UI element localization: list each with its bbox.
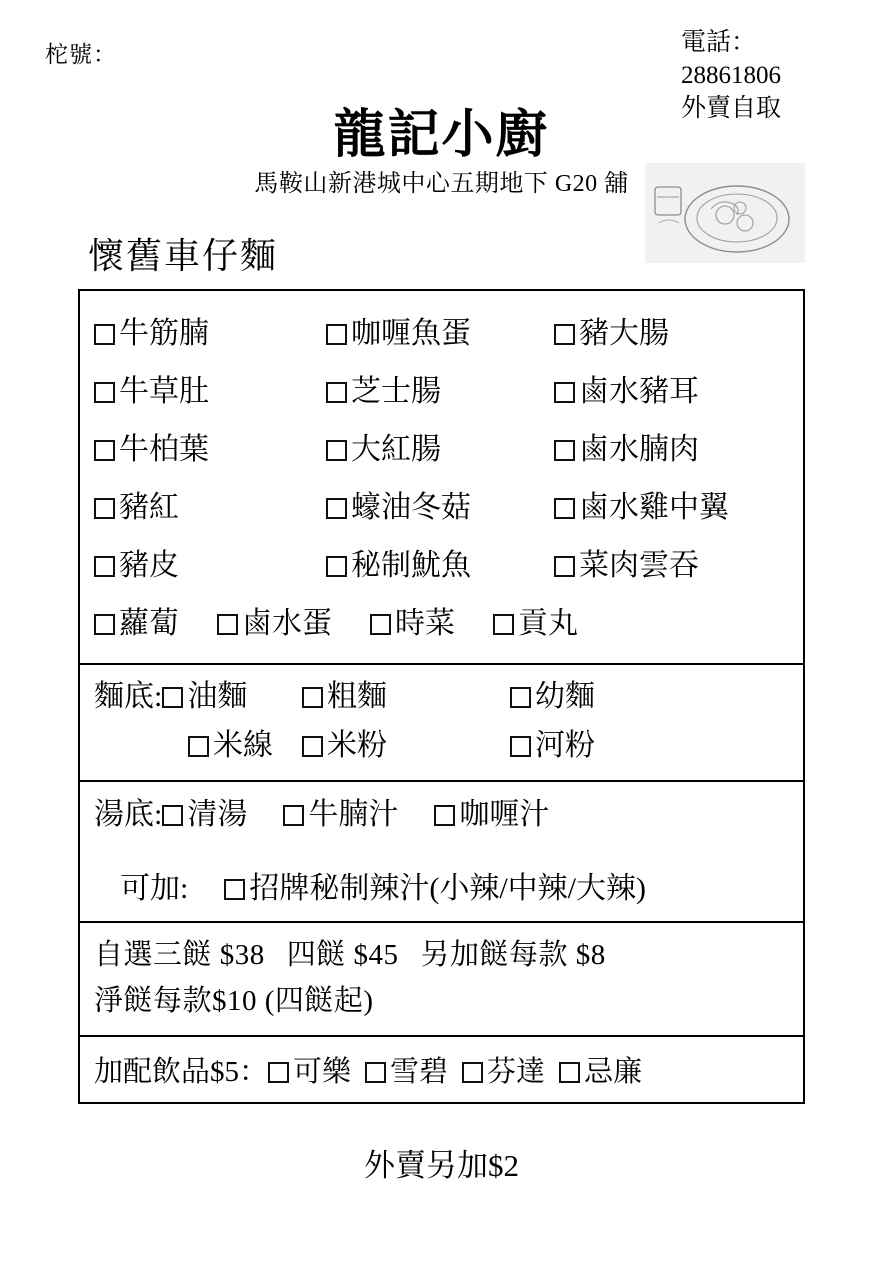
noodle-option[interactable] (302, 722, 510, 771)
noodle-option-label: 粗麵 (327, 679, 387, 713)
drink-option[interactable] (462, 1056, 545, 1088)
drinks-row (94, 1049, 803, 1090)
soup-option-label: 咖喱汁 (459, 798, 550, 832)
ingredient-label: 咖喱魚蛋 (351, 317, 471, 350)
soup-row (94, 792, 803, 837)
menu-table (78, 289, 805, 1104)
noodle-option[interactable] (302, 673, 510, 722)
checkbox-icon[interactable] (94, 614, 115, 635)
ingredient-item[interactable] (94, 421, 326, 479)
ingredient-item[interactable] (94, 598, 179, 651)
checkbox-icon[interactable] (217, 614, 238, 635)
checkbox-icon[interactable] (268, 1062, 289, 1083)
ingredient-item[interactable] (94, 537, 326, 595)
order-number-label: 柁號： (45, 42, 117, 67)
noodle-base-block (80, 665, 803, 782)
noodle-row-2 (94, 722, 803, 771)
checkbox-icon[interactable] (94, 498, 115, 519)
checkbox-icon[interactable] (559, 1062, 580, 1083)
ingredient-label: 豬紅 (119, 490, 179, 524)
ingredient-label: 鹵水蛋 (242, 607, 332, 641)
ingredient-label: 秘制魷魚 (351, 548, 471, 582)
noodle-option-label: 米線 (213, 728, 273, 762)
price-line-2: 淨餸每款$10 (四餸起) (94, 984, 374, 1017)
soup-option[interactable] (283, 798, 398, 831)
ingredient-label: 芝士腸 (351, 374, 441, 408)
checkbox-icon[interactable] (462, 1062, 483, 1083)
soup-option-label: 清湯 (187, 798, 248, 832)
checkbox-icon[interactable] (510, 687, 531, 708)
shop-address: 馬鞍山新港城中心五期地下 G20 舖 (254, 171, 629, 197)
spicy-option-label: 招牌秘制辣汁(小辣/中辣/大辣) (249, 872, 646, 906)
noodle-base-label-group (94, 673, 302, 722)
drink-option[interactable] (559, 1056, 642, 1088)
ingredient-item[interactable] (94, 363, 326, 421)
checkbox-icon[interactable] (302, 736, 323, 757)
ingredients-grid (80, 297, 803, 598)
checkbox-icon[interactable] (326, 440, 347, 461)
checkbox-icon[interactable] (326, 382, 347, 403)
drink-option-label: 可樂 (293, 1055, 352, 1088)
ingredients-last-row (80, 598, 803, 655)
checkbox-icon[interactable] (283, 805, 304, 826)
drinks-block (80, 1037, 803, 1102)
checkbox-icon[interactable] (554, 382, 575, 403)
drink-option-label: 雪碧 (390, 1055, 449, 1088)
checkbox-icon[interactable] (370, 614, 391, 635)
noodle-option-label: 河粉 (535, 728, 595, 762)
checkbox-icon[interactable] (326, 556, 347, 577)
ingredient-item[interactable] (217, 598, 332, 651)
checkbox-icon[interactable] (554, 440, 575, 461)
phone-number: 28861806 (681, 62, 781, 89)
food-photo-image (645, 163, 805, 263)
checkbox-icon[interactable] (162, 805, 183, 826)
ingredients-block (80, 291, 803, 665)
checkbox-icon[interactable] (162, 687, 183, 708)
ingredient-item[interactable] (493, 598, 578, 651)
noodle-option-label: 幼麵 (535, 679, 595, 713)
page-title: 懷舊車仔麵 (88, 236, 279, 276)
ingredient-item[interactable] (94, 305, 326, 363)
ingredient-item[interactable] (554, 305, 803, 363)
takeaway-label: 外賣自取 (681, 95, 782, 122)
checkbox-icon[interactable] (554, 324, 575, 345)
noodle-option-label: 油麵 (187, 679, 248, 713)
checkbox-icon[interactable] (94, 324, 115, 345)
ingredient-item[interactable] (554, 363, 803, 421)
ingredient-label: 鹵水腩肉 (579, 432, 699, 466)
shop-name: 龍記小廚 (333, 107, 550, 164)
checkbox-icon[interactable] (434, 805, 455, 826)
price-line-1 (94, 933, 803, 979)
ingredient-item[interactable] (326, 479, 554, 537)
ingredient-item[interactable] (554, 537, 803, 595)
spicy-option[interactable] (224, 872, 646, 905)
noodle-option-label: 米粉 (327, 728, 387, 762)
ingredient-label: 菜肉雲吞 (579, 548, 699, 582)
checkbox-icon[interactable] (224, 879, 245, 900)
checkbox-icon[interactable] (554, 498, 575, 519)
ingredient-item[interactable] (326, 421, 554, 479)
ingredient-item[interactable] (94, 479, 326, 537)
ingredient-label: 牛草肚 (119, 374, 209, 408)
soup-base-block (80, 782, 803, 923)
ingredient-item[interactable] (554, 479, 803, 537)
checkbox-icon[interactable] (365, 1062, 386, 1083)
soup-base-label: 湯底: (94, 798, 163, 832)
drink-option[interactable] (268, 1056, 351, 1088)
ingredient-label: 牛筋腩 (119, 317, 209, 350)
price-three-item: 自選三餸 $38 (94, 939, 265, 972)
checkbox-icon[interactable] (326, 498, 347, 519)
price-block (80, 923, 803, 1037)
soup-option[interactable] (162, 798, 247, 831)
checkbox-icon[interactable] (493, 614, 514, 635)
ingredient-label: 豬皮 (119, 548, 179, 582)
ingredient-label: 鹵水雞中翼 (579, 490, 729, 524)
checkbox-icon[interactable] (188, 736, 209, 757)
noodle-option[interactable] (94, 722, 302, 771)
ingredient-label: 大紅腸 (351, 432, 441, 466)
checkbox-icon[interactable] (554, 556, 575, 577)
ingredient-label: 蠔油冬菇 (351, 490, 471, 524)
drinks-label: 加配飲品$5： (94, 1055, 269, 1088)
ingredient-label: 牛柏葉 (119, 432, 209, 466)
addon-label: 可加: (120, 872, 189, 906)
soup-option-label: 牛腩汁 (308, 798, 399, 832)
soup-option[interactable] (434, 798, 549, 831)
spicy-addon-row (94, 837, 803, 915)
checkbox-icon[interactable] (94, 440, 115, 461)
noodle-option[interactable] (510, 722, 803, 771)
ingredient-label: 鹵水豬耳 (579, 374, 699, 408)
ingredient-label: 豬大腸 (579, 317, 669, 350)
checkbox-icon[interactable] (94, 556, 115, 577)
phone-label: 電話： (681, 29, 757, 56)
price-four-item: 四餸 $45 (286, 939, 399, 972)
noodle-base-label: 麵底: (94, 679, 163, 713)
noodle-row-1 (94, 673, 803, 722)
takeaway-surcharge-note: 外賣另加$2 (364, 1148, 519, 1183)
drink-option[interactable] (365, 1056, 448, 1088)
noodle-option[interactable] (510, 673, 803, 722)
ingredient-item[interactable] (326, 537, 554, 595)
ingredient-item[interactable] (370, 598, 455, 651)
ingredient-label: 貢丸 (518, 607, 578, 641)
drink-option-label: 忌廉 (584, 1055, 643, 1088)
checkbox-icon[interactable] (326, 324, 347, 345)
ingredient-label: 時菜 (395, 607, 455, 641)
price-extra-item: 另加餸每款 $8 (420, 939, 606, 972)
checkbox-icon[interactable] (94, 382, 115, 403)
drink-option-label: 芬達 (487, 1055, 546, 1088)
checkbox-icon[interactable] (302, 687, 323, 708)
ingredient-label: 蘿蔔 (119, 607, 179, 641)
ingredient-item[interactable] (554, 421, 803, 479)
checkbox-icon[interactable] (510, 736, 531, 757)
ingredient-item[interactable] (326, 305, 554, 363)
ingredient-item[interactable] (326, 363, 554, 421)
